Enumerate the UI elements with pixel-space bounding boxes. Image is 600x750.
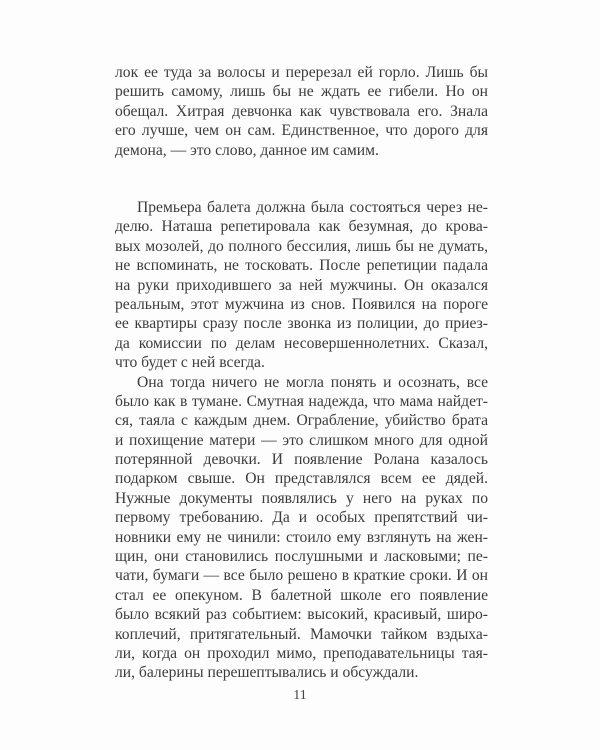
text-line: коплечий, притягательный. Мамочки тайком вздыха- [115, 625, 488, 643]
text-line: реальным, этот мужчина из снов. Появился на пороге [115, 295, 488, 313]
text-line: новники ему не чинили: стоило ему взглянуть на жен- [115, 528, 488, 546]
text-line: его лучше, чем он сам. Единственное, что дорого для [115, 122, 488, 140]
text-line: было как в тумане. Смутная надежда, что мама найдет- [115, 392, 488, 410]
text-line: ся, таяла с каждым днем. Ограбление, убийство брата [115, 412, 488, 430]
paragraphs-main [115, 198, 488, 683]
text-line: Нужные документы появлялись у него на руках по [115, 489, 488, 507]
text-line: обещал. Хитрая девчонка как чувствовала его. Знала [115, 102, 488, 120]
text-line: чати, бумаги — все было решено в краткие сроки. И он [115, 567, 488, 585]
text-line: на руки приходившего за ней мужчины. Он оказался [115, 276, 488, 294]
text-line: что будет с ней всегда. [115, 354, 265, 372]
paragraph-fragment [115, 63, 488, 160]
text-line: не вспоминать, не тосковать. После репетиции падала [115, 257, 488, 275]
text-line: да комиссии по делам несовершеннолетних. Сказал, [115, 334, 488, 352]
text-line: демона, — это слово, данное им самим. [115, 141, 379, 159]
text-line: Премьера балета должна была состояться через не- [137, 199, 488, 216]
text-line: щин, они становились послушными и ласковыми; пе- [115, 548, 488, 566]
text-line: делю. Наташа репетировала как безумная, до крова- [115, 218, 488, 236]
text-line: ее квартиры сразу после звонка из полиции, до приез- [115, 315, 488, 333]
text-line: решить самому, лишь бы не ждать ее гибели. Но он [115, 83, 488, 101]
text-line: стал ее опекуном. В балетной школе его появление [115, 586, 488, 604]
text-line: и похищение матери — это слишком много для одной [115, 431, 488, 449]
text-line: первому требованию. Да и особых препятствий чи- [115, 509, 488, 527]
text-line: лок ее туда за волосы и перерезал ей горло. Лишь бы [115, 64, 488, 81]
page-number: 11 [293, 688, 307, 703]
text-line: ли, когда он проходил мимо, преподавательницы тая- [115, 644, 488, 662]
text-line: было всякий раз событием: высокий, красивый, широ- [115, 606, 488, 624]
text-line: вых мозолей, до полного бессилия, лишь бы не думать, [115, 237, 488, 255]
text-line: Она тогда ничего не могла понять и осознать, все [137, 373, 488, 391]
text-line: подарком свыше. Он представлялся всем ее дядей. [115, 470, 488, 488]
text-line: потерянной девочки. И появление Ролана казалось [115, 451, 488, 469]
text-line: ли, балерины перешептывались и обсуждали. [115, 664, 419, 682]
